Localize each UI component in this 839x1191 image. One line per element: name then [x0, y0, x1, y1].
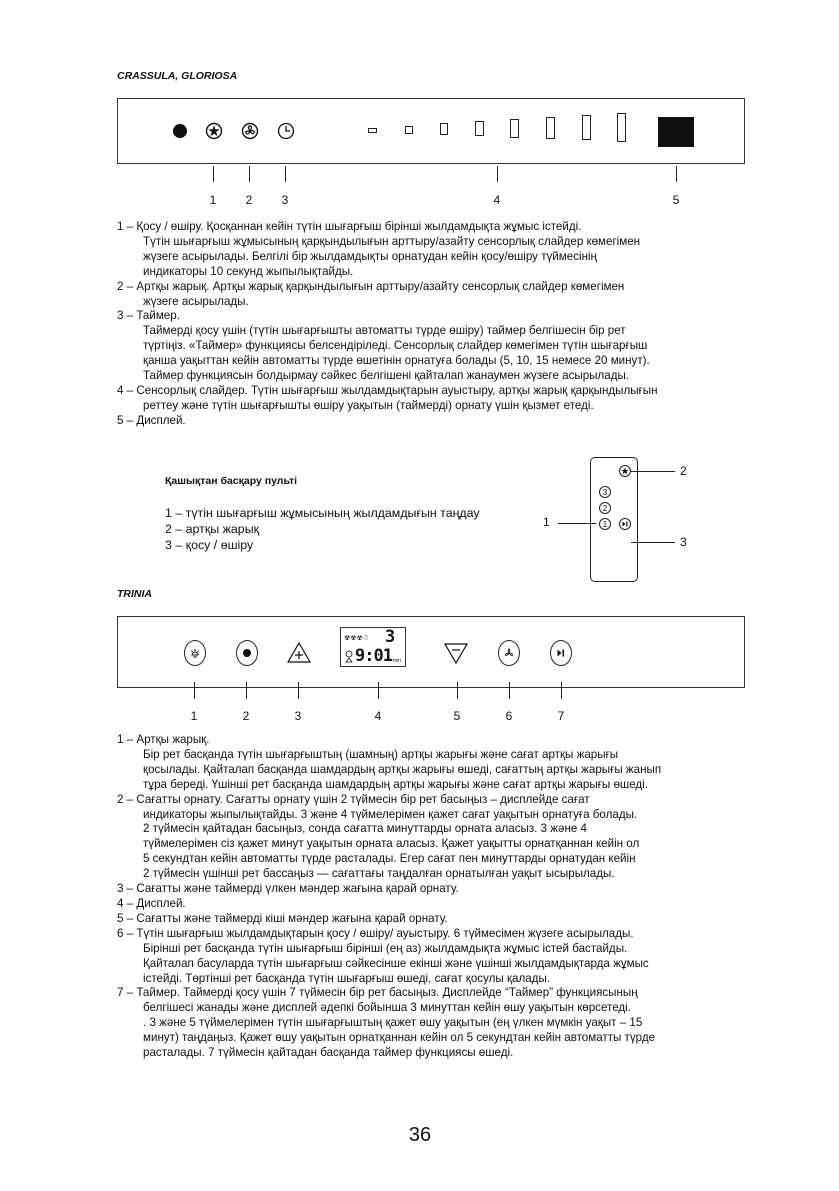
callout-line-7	[561, 682, 562, 699]
fan-speed-icons	[344, 632, 384, 642]
item-line: Таймер функциясын болдырмау сәйкес белгішені қайталап жанаумен жүзеге асырылады.	[143, 369, 630, 383]
callout-line-3	[285, 166, 286, 182]
remote-legend-item: 2 – артқы жарық	[165, 522, 260, 536]
lcd-speed-number: 3	[385, 627, 396, 647]
control-panel-crassula	[117, 98, 745, 164]
callout-number: 5	[453, 709, 461, 723]
lcd-unit: min	[393, 658, 402, 664]
item-line: 3 – Сағатты және таймерді үлкен мәндер жағына қарай орнату.	[117, 882, 459, 896]
callout-number: 5	[672, 193, 680, 207]
timer-button[interactable]	[276, 121, 296, 141]
item-line: қосылады. Қайталап басқанда шамдардың артқы жарығы өшеді, сағаттың артқы жарығы жанып	[143, 762, 662, 776]
lamp-icon	[189, 647, 201, 659]
item-line: түймелерімен сіз қажет минут уақытын орната аласыз. Қажет уақытты орнатқаннан кейін ол	[143, 837, 640, 851]
plus-triangle-icon	[286, 641, 312, 665]
remote-callout-line-2	[631, 471, 675, 472]
item-line: 3 – Таймер.	[117, 309, 180, 323]
item-line: 1 – Қосу / өшіру. Қосқаннан кейін түтін шығарғыш бірінші жылдамдықта жұмыс істейді.	[117, 220, 582, 233]
item-line: жүзеге асырылады. Белгілі бір жылдамдықты орнатудан кейін қосу/өшіру түймесінің	[143, 249, 597, 263]
item-line: 4 – Сенсорлық слайдер. Түтін шығарғыш жылдамдықтарын ауыстыру, артқы жарық қарқындылығын	[117, 383, 658, 397]
slider-step-7	[582, 115, 591, 140]
section-title-crassula: CRASSULA, GLORIOSA	[117, 70, 238, 82]
page-number: 36	[408, 1124, 432, 1146]
minus-triangle-icon	[443, 641, 469, 665]
remote-callout-line-3	[631, 542, 675, 543]
item-line: Қайталап басуларда түтін шығарғыш сәйкесінше екінші және үшінші жылдамдықтарда жұмыс	[143, 956, 649, 970]
callout-line-5	[457, 682, 458, 699]
trinia-fan-button[interactable]	[498, 640, 520, 666]
alarm-icon	[344, 650, 354, 664]
callout-number: 1	[209, 193, 217, 207]
trinia-backlight-button[interactable]	[184, 640, 206, 666]
remote-legend-item: 3 – қосу / өшіру	[165, 538, 254, 552]
display-screen	[658, 117, 694, 147]
trinia-minus-button[interactable]	[443, 640, 469, 666]
remote-speed-1-button[interactable]: 1	[599, 518, 611, 530]
light-icon	[621, 467, 629, 475]
remote-callout-line-1	[558, 523, 596, 524]
callout-number: 3	[281, 193, 289, 207]
item-line: 7 – Таймер. Таймерді қосу үшін 7 түймесін бір рет басыңыз. Дисплейде “Таймер” функциясының	[117, 986, 638, 1000]
section1-description	[117, 220, 777, 429]
item-line: істейді. Төртінші рет басқанда түтін шығарғыш өшеді, сағат қосулы қалады.	[143, 971, 550, 985]
section-title-trinia: TRINIA	[117, 588, 152, 600]
remote-control	[590, 457, 638, 582]
item-line: . 3 және 5 түймелерімен түтін шығарғыштың қажет өшу уақытын (ең үлкен мүмкін уақыт – 15	[143, 1016, 643, 1030]
callout-line-1	[213, 166, 214, 182]
power-button[interactable]	[170, 121, 190, 141]
item-line: 5 – Сағатты және таймерді кіші мәндер жағына қарай орнату.	[117, 911, 448, 925]
item-line: жүзеге асырылады.	[143, 294, 249, 308]
slider-step-1	[368, 128, 377, 133]
callout-line-5	[676, 166, 677, 182]
section2-description	[117, 733, 777, 1061]
remote-backlight-button[interactable]	[619, 465, 631, 477]
fan-icon	[503, 647, 515, 659]
dot-icon	[242, 648, 252, 658]
trinia-lcd-display	[340, 627, 406, 667]
item-line: 6 – Түтін шығарғыш жылдамдықтарын қосу / өшіру/ ауыстыру. 6 түймесімен жүзеге асырылады.	[117, 926, 634, 940]
item-line: түртіңіз. «Таймер» функциясы белсендіріледі. Сенсорлық слайдер көмегімен түтін шығарғыш	[143, 339, 648, 353]
remote-power-button[interactable]	[619, 518, 631, 530]
callout-number: 4	[374, 709, 382, 723]
play-pause-icon	[556, 648, 566, 658]
item-line: қанша уақыттан кейін автоматты түрде өшетінін орнатуға болады (5, 10, 15 немесе 20 минут).	[143, 354, 650, 368]
item-line: белгішесі жанады және дисплей әдепкі бойынша 3 минуттан кейін өшу уақытын көрсетеді.	[143, 1001, 631, 1015]
play-pause-icon	[621, 520, 629, 528]
callout-number: 6	[505, 709, 513, 723]
item-line: Түтін шығарғыш жұмысының қарқындылығын арттыру/азайту сенсорлық слайдер көмегімен	[143, 234, 641, 248]
callout-number: 4	[493, 193, 501, 207]
remote-callout-number: 2	[680, 464, 687, 478]
backlight-button[interactable]	[204, 121, 224, 141]
item-line: 4 – Дисплей.	[117, 896, 186, 910]
remote-speed-3-button[interactable]: 3	[599, 486, 611, 498]
callout-line-2	[249, 166, 250, 182]
slider-step-3	[440, 123, 448, 135]
remote-legend	[165, 505, 480, 553]
callout-number: 2	[242, 709, 250, 723]
callout-number: 1	[190, 709, 198, 723]
trinia-timer-button[interactable]	[550, 640, 572, 666]
touch-slider[interactable]	[368, 113, 638, 151]
remote-callout-number: 1	[543, 515, 550, 529]
item-line: 1 – Артқы жарық.	[117, 733, 210, 746]
light-icon	[205, 122, 223, 140]
callout-line-4	[497, 166, 498, 182]
power-dot-icon	[172, 123, 188, 139]
slider-step-5	[510, 119, 519, 138]
callout-line-6	[509, 682, 510, 699]
item-line: Бірінші рет басқанда түтін шығарғыш бірінші (ең аз) жылдамдықта жұмыс істей бастайды.	[143, 941, 628, 955]
item-line: 2 – Сағатты орнату. Сағатты орнату үшін 2 түймесін бір рет басыңыз – дисплейде сағат	[117, 792, 590, 806]
item-line: 5 секундтан кейін автоматты түрде расталады. Егер сағат пен минуттарды орнатудан кейін	[143, 852, 636, 866]
fan-icon	[241, 122, 259, 140]
item-line: реттеу және түтін шығарғышты өшіру уақытын (таймерді) орнату үшін қызмет етеді.	[143, 398, 594, 412]
item-line: 2 түймесін үшінші рет бассаңыз — сағаттағы таңдалған орнатылған уақыт ысырылады.	[143, 867, 615, 881]
callout-line-2	[246, 682, 247, 699]
slider-step-8	[617, 113, 626, 142]
callout-line-1	[194, 682, 195, 699]
item-line: Таймерді қосу үшін (түтін шығарғышты автоматты түрде өшіру) таймер белгішесін бір рет	[143, 324, 626, 338]
item-line: 2 түймесін қайтадан басыңыз, сонда сағатта минуттарды орната аласыз. 3 және 4	[143, 822, 587, 836]
clock-icon	[277, 122, 295, 140]
remote-title: Қашықтан басқару пульті	[165, 475, 298, 487]
trinia-plus-button[interactable]	[286, 640, 312, 666]
slider-step-6	[546, 117, 555, 139]
callout-number: 3	[294, 709, 302, 723]
callout-line-4	[378, 682, 379, 699]
svg-text:☢☢☢☃: ☢☢☢☃	[344, 634, 370, 642]
lcd-time: 9:01	[355, 646, 392, 666]
slider-step-4	[475, 121, 484, 136]
item-line: индикаторы жыпылықтайды. 3 және 4 түймелерімен қажет сағат уақытын орнатуға болады.	[143, 807, 638, 821]
callout-number: 7	[557, 709, 565, 723]
remote-legend-item: 1 – түтін шығарғыш жұмысының жылдамдығын таңдау	[165, 506, 480, 520]
remote-callout-number: 3	[680, 535, 687, 549]
trinia-clock-set-button[interactable]	[236, 640, 258, 666]
control-panel-trinia	[117, 616, 745, 688]
callout-line-3	[298, 682, 299, 699]
item-line: индикаторы 10 секунд жыпылықтайды.	[143, 264, 354, 278]
item-line: Бір рет басқанда түтін шығарғыштың (шамның) артқы жарығы және сағат артқы жарығы	[143, 747, 619, 761]
remote-speed-2-button[interactable]: 2	[599, 502, 611, 514]
item-line: расталады. 7 түймесін қайтадан басқанда таймер функциясы өшеді.	[143, 1046, 514, 1060]
item-line: 5 – Дисплей.	[117, 413, 186, 427]
callout-number: 2	[245, 193, 253, 207]
item-line: тұра береді. Үшінші рет басқанда шамдардың артқы жарығы және сағат артқы жарығы өшеді.	[143, 777, 648, 791]
item-line: минут) таңдаңыз. Қажет өшу уақытын орнатқаннан кейін ол 5 секундтан кейін автоматты түрде	[143, 1031, 656, 1045]
slider-step-2	[405, 126, 413, 134]
fan-button[interactable]	[240, 121, 260, 141]
item-line: 2 – Артқы жарық. Артқы жарық қарқындылығын арттыру/азайту сенсорлық слайдер көмегімен	[117, 279, 625, 293]
